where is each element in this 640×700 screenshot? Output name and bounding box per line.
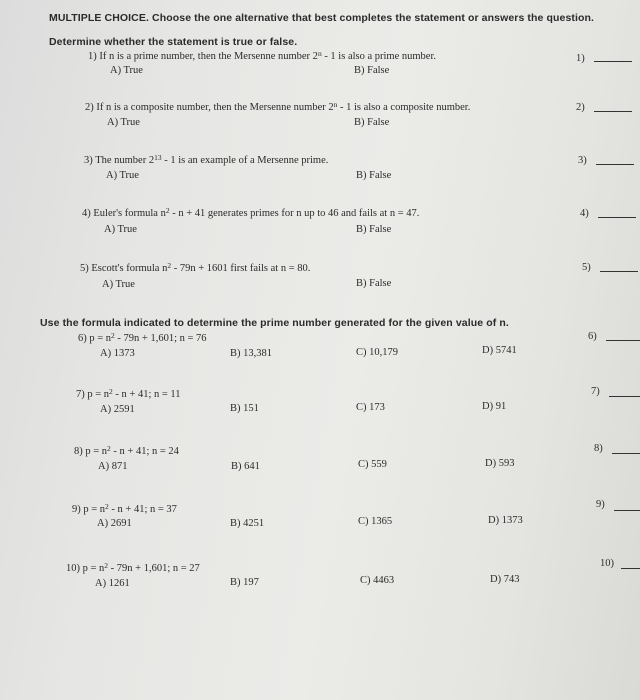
q7-option-d[interactable]: D) 91 [482, 401, 507, 412]
question-10: 10) $p = n^2 - 79n + 1,601$; n = 27 [66, 561, 200, 574]
q6-option-d[interactable]: D) 5741 [482, 345, 517, 356]
q9-answer-number: 9) [596, 499, 605, 510]
q10-answer-number: 10) [600, 558, 614, 569]
q2-answer-number: 2) [576, 102, 585, 113]
q9-option-a[interactable]: A) 2691 [97, 518, 132, 529]
header-text: Choose the one alternative that best completes the statement or answers the question. [152, 12, 595, 24]
section1-instruction: Determine whether the statement is true or false. [49, 36, 298, 48]
q5-answer-blank[interactable] [600, 271, 638, 272]
q7-option-a[interactable]: A) 2591 [100, 404, 135, 415]
q5-option-a[interactable]: A) True [102, 279, 135, 290]
q10-option-a[interactable]: A) 1261 [95, 578, 130, 589]
q4-answer-blank[interactable] [598, 217, 636, 218]
question-3: 3) The number $2^{13} - 1$ is an example of a Mersenne prime. [84, 153, 329, 166]
q3-option-a[interactable]: A) True [106, 170, 139, 181]
q2-option-b[interactable]: B) False [354, 117, 390, 128]
page-header [49, 12, 594, 24]
q8-option-c[interactable]: C) 559 [358, 459, 387, 470]
q4-option-a[interactable]: A) True [104, 224, 137, 235]
q9-option-b[interactable]: B) 4251 [230, 518, 265, 529]
q9-answer-blank[interactable] [614, 510, 640, 511]
q5-answer-number: 5) [582, 262, 591, 273]
section2-instruction: Use the formula indicated to determine the prime number generated for the given value of n. [40, 317, 509, 329]
q5-option-b[interactable]: B) False [356, 278, 392, 289]
q7-option-c[interactable]: C) 173 [356, 402, 385, 413]
q10-option-c[interactable]: C) 4463 [360, 575, 395, 586]
question-5: 5) Escott's formula $n^2 - 79n + 1601$ first fails at n = 80. [80, 261, 311, 274]
q1-answer-number: 1) [576, 53, 585, 64]
question-1: 1) If n is a prime number, then the Mersenne number 2$^n$ - 1 is also a prime number. [88, 49, 436, 62]
q3-answer-number: 3) [578, 155, 587, 166]
header-label: MULTIPLE CHOICE. [49, 12, 149, 24]
q1-option-a[interactable]: A) True [110, 65, 143, 76]
q6-answer-number: 6) [588, 331, 597, 342]
q4-option-b[interactable]: B) False [356, 224, 392, 235]
q4-answer-number: 4) [580, 208, 589, 219]
q6-answer-blank[interactable] [606, 340, 640, 341]
question-8: 8) $p = n^2 - n + 41$; n = 24 [74, 444, 179, 457]
q1-answer-blank[interactable] [594, 61, 632, 62]
question-6: 6) $p = n^2 - 79n + 1,601$; n = 76 [78, 331, 207, 344]
question-7: 7) $p = n^2 - n + 41$; n = 11 [76, 387, 181, 400]
q6-option-a[interactable]: A) 1373 [100, 348, 135, 359]
q8-option-a[interactable]: A) 871 [98, 461, 128, 472]
q8-answer-number: 8) [594, 443, 603, 454]
q3-option-b[interactable]: B) False [356, 170, 392, 181]
q7-answer-number: 7) [591, 386, 600, 397]
q1-option-b[interactable]: B) False [354, 65, 390, 76]
q6-option-b[interactable]: B) 13,381 [230, 348, 272, 359]
q10-answer-blank[interactable] [621, 568, 640, 569]
q2-answer-blank[interactable] [594, 111, 632, 112]
q10-option-d[interactable]: D) 743 [490, 574, 520, 585]
q8-option-b[interactable]: B) 641 [231, 461, 260, 472]
q7-option-b[interactable]: B) 151 [230, 403, 259, 414]
q9-option-c[interactable]: C) 1365 [358, 516, 393, 527]
question-9: 9) $p = n^2 - n + 41$; n = 37 [72, 502, 177, 515]
q9-option-d[interactable]: D) 1373 [488, 515, 523, 526]
q8-answer-blank[interactable] [612, 453, 640, 454]
question-2: 2) If n is a composite number, then the Mersenne number 2$^n$ - 1 is also a composite number. [85, 100, 471, 113]
q7-answer-blank[interactable] [609, 396, 640, 397]
q8-option-d[interactable]: D) 593 [485, 458, 515, 469]
q6-option-c[interactable]: C) 10,179 [356, 347, 398, 358]
q10-option-b[interactable]: B) 197 [230, 577, 259, 588]
question-4: 4) Euler's formula $n^2 - n + 41$ generates primes for n up to 46 and fails at n = 47. [82, 206, 420, 219]
q2-option-a[interactable]: A) True [107, 117, 140, 128]
q3-answer-blank[interactable] [596, 164, 634, 165]
